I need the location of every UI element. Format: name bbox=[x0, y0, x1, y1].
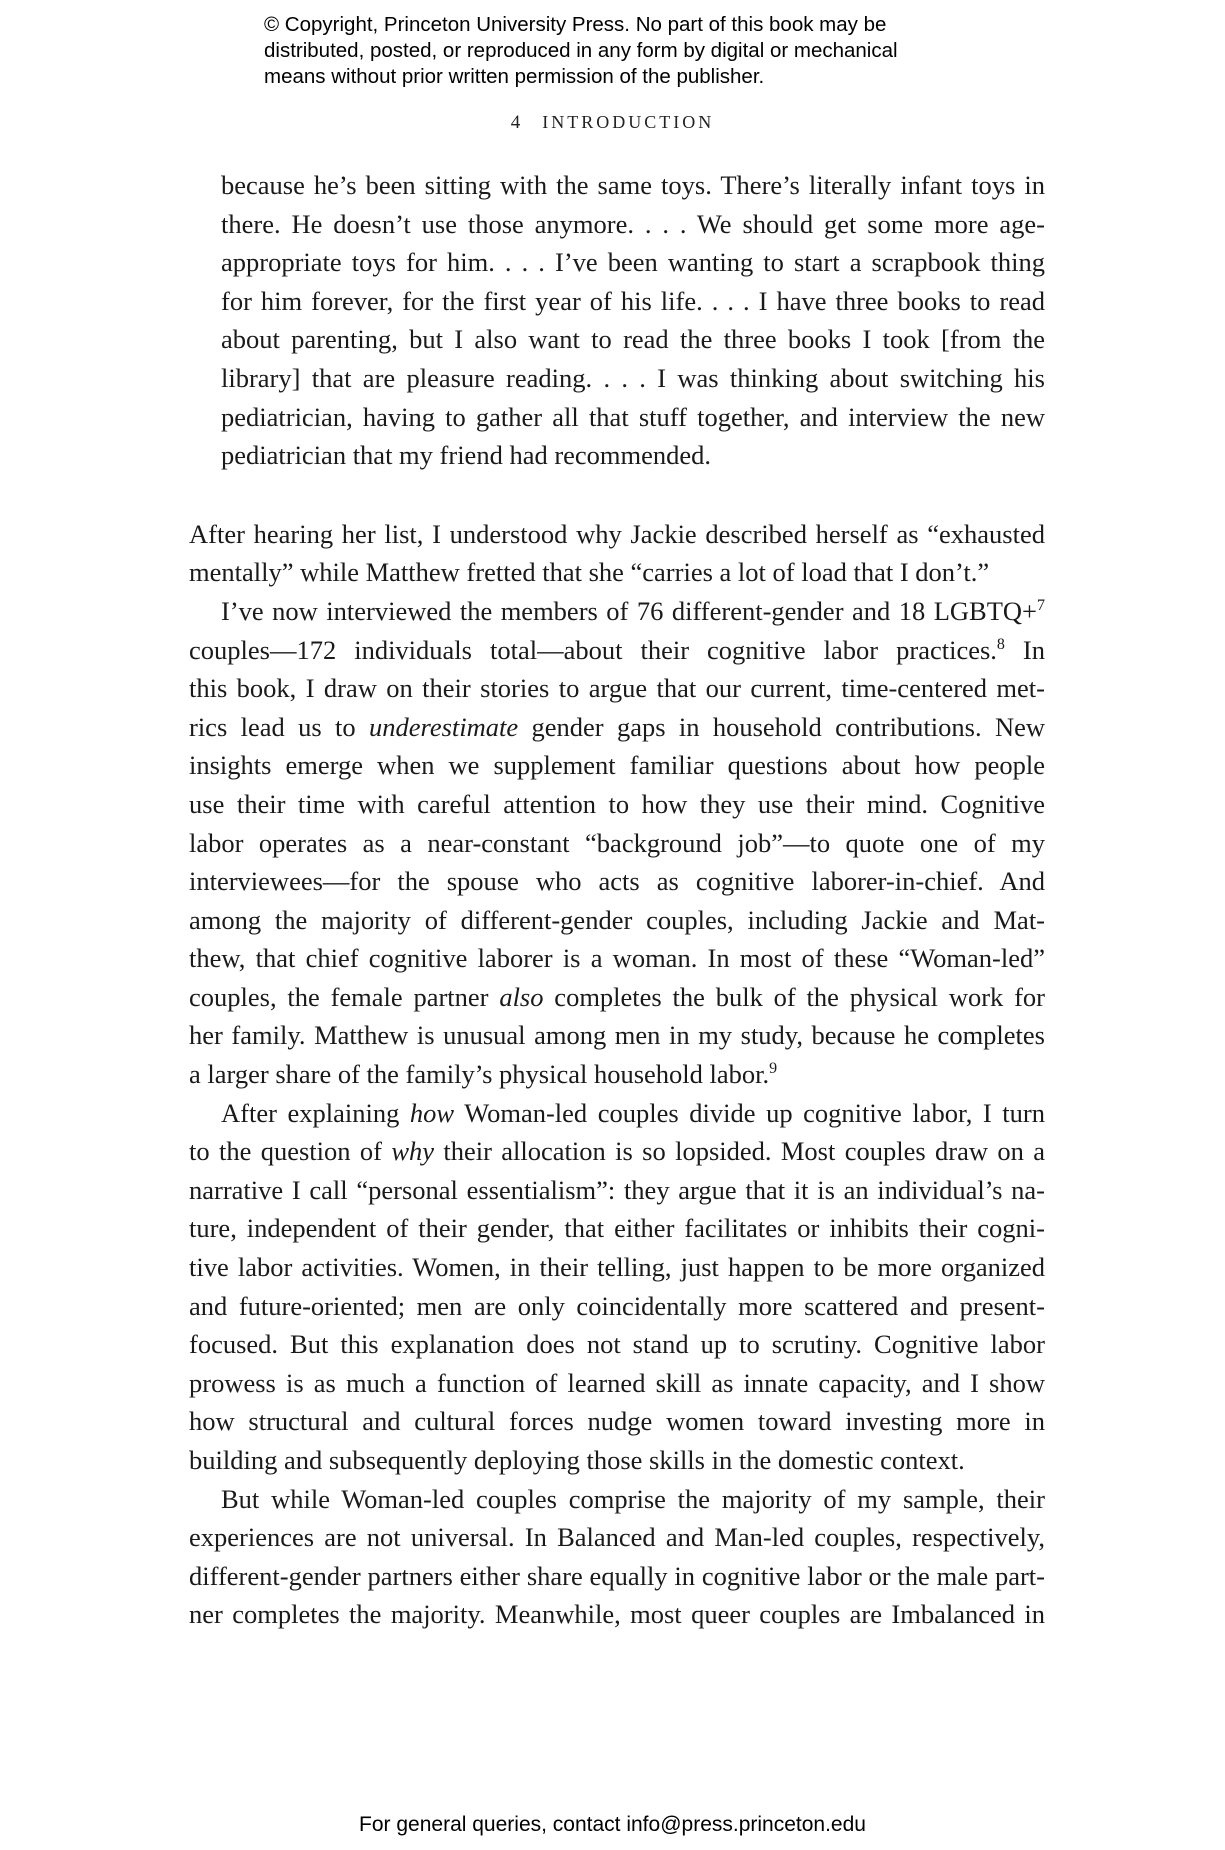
text-line: building and subsequently deploying those skills in the domestic context. bbox=[189, 1445, 965, 1475]
text-run: After explaining bbox=[221, 1097, 410, 1128]
text-line bbox=[189, 1132, 1045, 1171]
quote-line: about parenting, but I also want to read the three books I took [from the bbox=[221, 324, 1045, 355]
paragraph bbox=[189, 592, 1045, 1094]
text-line bbox=[189, 1480, 1045, 1519]
quote-line: there. He doesn’t use those anymore. . . . We should get some more age- bbox=[221, 208, 1045, 239]
page-number: 4 bbox=[510, 112, 521, 133]
text-line: interviewees—for the spouse who acts as cognitive laborer-in-chief. And bbox=[189, 866, 1045, 897]
text-line bbox=[189, 708, 1045, 747]
text-line: insights emerge when we supplement familiar questions about how people bbox=[189, 750, 1045, 781]
quote-line: for him forever, for the first year of his life. . . . I have three books to read bbox=[221, 285, 1045, 316]
quote-line: library] that are pleasure reading. . . . I was thinking about switching his bbox=[221, 362, 1045, 393]
quote-line: pediatrician that my friend had recommended. bbox=[221, 440, 712, 471]
text-line: After hearing her list, I understood why Jackie described herself as “exhausted bbox=[189, 518, 1045, 549]
copyright-line: means without prior written permission of the publisher. bbox=[264, 65, 765, 88]
text-run: to the question of bbox=[189, 1136, 392, 1167]
text-line: her family. Matthew is unusual among men in my study, because he completes bbox=[189, 1020, 1045, 1051]
text-line: ner completes the majority. Meanwhile, most queer couples are Imbalanced in bbox=[189, 1599, 1045, 1630]
text-line: this book, I draw on their stories to argue that our current, time-centered met- bbox=[189, 673, 1045, 704]
text-line: different-gender partners either share equally in cognitive labor or the male part- bbox=[189, 1560, 1045, 1591]
text-run: Woman-led couples divide up cognitive labor, I turn bbox=[454, 1097, 1045, 1128]
text-run: completes the bulk of the physical work for bbox=[543, 981, 1046, 1012]
footnote-ref[interactable]: 7 bbox=[1037, 597, 1045, 615]
paragraph bbox=[189, 1480, 1045, 1634]
copyright-line: © Copyright, Princeton University Press. No part of this book may be bbox=[264, 13, 887, 36]
text-line: tive labor activities. Women, in their telling, just happen to be more organized bbox=[189, 1252, 1045, 1283]
text-line bbox=[189, 978, 1045, 1017]
emphasis: why bbox=[391, 1136, 434, 1167]
text-line bbox=[189, 592, 1045, 631]
text-line: ture, independent of their gender, that either facilitates or inhibits their cogni- bbox=[189, 1213, 1045, 1244]
footer-contact: For general queries, contact info@press.princeton.edu bbox=[359, 1813, 866, 1836]
page-body bbox=[189, 166, 1045, 1634]
emphasis: how bbox=[409, 1097, 455, 1128]
text-line: use their time with careful attention to how they use their mind. Cognitive bbox=[189, 788, 1045, 819]
quote-line: pediatrician, having to gather all that stuff together, and interview the new bbox=[221, 401, 1045, 432]
footnote-ref[interactable]: 9 bbox=[769, 1060, 778, 1078]
text-run: a larger share of the family’s physical household labor. bbox=[189, 1059, 770, 1090]
text-line: focused. But this explanation does not stand up to scrutiny. Cognitive labor bbox=[189, 1329, 1045, 1360]
quote-line: appropriate toys for him. . . . I’ve been wanting to start a scrapbook thing bbox=[221, 247, 1045, 278]
text-run: But while Woman-led couples comprise the majority of my sample, their bbox=[221, 1483, 1045, 1514]
text-run: their allocation is so lopsided. Most couples draw on a bbox=[434, 1136, 1045, 1167]
text-run: I’ve now interviewed the members of 76 different-gender and 18 LGBTQ+ bbox=[221, 595, 1037, 626]
footnote-ref[interactable]: 8 bbox=[996, 635, 1005, 653]
text-line: and future-oriented; men are only coincidentally more scattered and present- bbox=[189, 1290, 1045, 1321]
text-run: rics lead us to bbox=[189, 711, 369, 742]
emphasis: also bbox=[499, 981, 544, 1012]
text-line bbox=[189, 1094, 1045, 1133]
text-line: labor operates as a near-constant “background job”—to quote one of my bbox=[189, 827, 1045, 858]
text-line: thew, that chief cognitive laborer is a woman. In most of these “Woman-led” bbox=[189, 943, 1045, 974]
copyright-line: distributed, posted, or reproduced in any form by digital or mechanical bbox=[264, 39, 898, 62]
copyright-notice bbox=[264, 12, 1024, 90]
emphasis: underestimate bbox=[368, 711, 519, 742]
running-head bbox=[0, 112, 1225, 134]
text-line: experiences are not universal. In Balanced and Man-led couples, respectively, bbox=[189, 1522, 1045, 1553]
text-line bbox=[189, 1055, 1045, 1094]
text-line: among the majority of different-gender couples, including Jackie and Mat- bbox=[189, 904, 1045, 935]
text-run: couples—172 individuals total—about their cognitive labor practices. bbox=[189, 634, 997, 665]
text-line: prowess is as much a function of learned skill as innate capacity, and I show bbox=[189, 1367, 1045, 1398]
text-run: gender gaps in household contributions. New bbox=[518, 711, 1045, 742]
quote-line: because he’s been sitting with the same toys. There’s literally infant toys in bbox=[221, 170, 1045, 200]
paragraph bbox=[189, 1094, 1045, 1480]
text-run: couples, the female partner bbox=[189, 981, 500, 1012]
block-quote bbox=[221, 166, 1045, 475]
paragraph bbox=[189, 515, 1045, 592]
text-line bbox=[189, 631, 1045, 670]
text-line: mentally” while Matthew fretted that she “carries a lot of load that I don’t.” bbox=[189, 557, 990, 588]
text-line: how structural and cultural forces nudge women toward investing more in bbox=[189, 1406, 1045, 1437]
text-run: In bbox=[1004, 634, 1046, 665]
text-line: narrative I call “personal essentialism”: they argue that it is an individual’s na- bbox=[189, 1174, 1045, 1205]
section-title: INTRODUCTION bbox=[542, 112, 715, 132]
